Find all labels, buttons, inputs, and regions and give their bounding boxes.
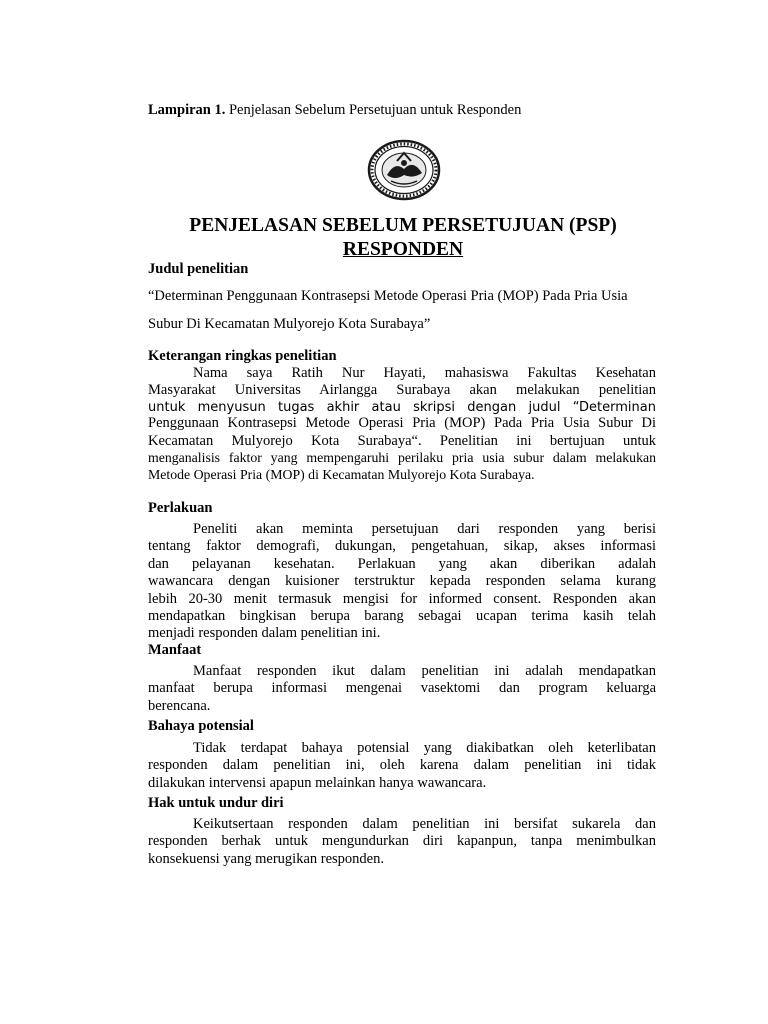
- manfaat-paragraph: [148, 662, 656, 715]
- paragraph-line: menjadi responden dalam penelitian ini.: [148, 625, 381, 642]
- university-seal-icon: [367, 139, 441, 201]
- judul-line: Subur Di Kecamatan Mulyorejo Kota Surabaya”: [148, 316, 431, 332]
- appendix-label-text: Penjelasan Sebelum Persetujuan untuk Responden: [225, 102, 522, 118]
- hak-paragraph: [148, 815, 656, 868]
- title-line-1: PENJELASAN SEBELUM PERSETUJUAN (PSP): [189, 215, 617, 236]
- paragraph-line: wawancara dengan kuisioner terstruktur kepada responden selama kurang: [148, 573, 656, 590]
- paragraph-line: Manfaat responden ikut dalam penelitian ini adalah mendapatkan: [193, 663, 656, 679]
- paragraph-line: Kecamatan Mulyorejo Kota Surabaya“. Penelitian ini bertujuan untuk: [148, 432, 656, 449]
- paragraph-line: untuk menyusun tugas akhir atau skripsi dengan judul “Determinan: [148, 399, 656, 415]
- appendix-label-bold: Lampiran 1.: [148, 102, 226, 118]
- perlakuan-heading: Perlakuan: [148, 500, 213, 516]
- keterangan-heading: Keterangan ringkas penelitian: [148, 348, 337, 364]
- paragraph-line: responden berhak untuk mengundurkan diri kapanpun, tanpa menimbulkan: [148, 833, 656, 850]
- bahaya-paragraph: [148, 739, 656, 792]
- paragraph-line: konsekuensi yang merugikan responden.: [148, 850, 384, 867]
- paragraph-line: dilakukan intervensi apapun melainkan hanya wawancara.: [148, 774, 487, 791]
- paragraph-line: Peneliti akan meminta persetujuan dari responden yang berisi: [193, 521, 656, 537]
- paragraph-line: mendapatkan bingkisan berupa barang sebagai ucapan terima kasih telah: [148, 607, 656, 624]
- hak-heading: Hak untuk undur diri: [148, 795, 284, 811]
- perlakuan-paragraph: [148, 520, 656, 643]
- paragraph-line: Metode Operasi Pria (MOP) di Kecamatan Mulyorejo Kota Surabaya.: [148, 466, 535, 482]
- title-line-2: RESPONDEN: [342, 239, 464, 260]
- judul-heading: Judul penelitian: [148, 261, 249, 277]
- paragraph-line: menganalisis faktor yang mempengaruhi perilaku pria usia subur dalam melakukan: [148, 450, 656, 466]
- paragraph-line: Keikutsertaan responden dalam penelitian ini bersifat sukarela dan: [193, 816, 656, 832]
- paragraph-line: Tidak terdapat bahaya potensial yang diakibatkan oleh keterlibatan: [193, 740, 656, 756]
- paragraph-line: Masyarakat Universitas Airlangga Surabaya akan melakukan penelitian: [148, 382, 656, 399]
- paragraph-line: Penggunaan Kontrasepsi Metode Operasi Pria (MOP) Pada Pria Usia Subur Di: [148, 415, 656, 432]
- document-title: [148, 214, 658, 262]
- paragraph-line: berencana.: [148, 697, 211, 714]
- paragraph-line: Nama saya Ratih Nur Hayati, mahasiswa Fakultas Kesehatan: [193, 365, 656, 381]
- paragraph-line: dan pelayanan kesehatan. Perlakuan yang akan diberikan adalah: [148, 555, 656, 572]
- appendix-label: [148, 102, 521, 119]
- paragraph-line: lebih 20-30 menit termasuk mengisi for informed consent. Responden akan: [148, 590, 656, 607]
- judul-text: [148, 288, 660, 333]
- paragraph-line: manfaat berupa informasi mengenai vasektomi dan program keluarga: [148, 680, 656, 697]
- manfaat-heading: Manfaat: [148, 642, 202, 658]
- paragraph-line: responden dalam penelitian ini, oleh karena dalam penelitian ini tidak: [148, 757, 656, 774]
- bahaya-heading: Bahaya potensial: [148, 718, 254, 734]
- paragraph-line: tentang faktor demografi, dukungan, pengetahuan, sikap, akses informasi: [148, 538, 656, 555]
- keterangan-paragraph: [148, 364, 656, 484]
- judul-line: “Determinan Penggunaan Kontrasepsi Metode Operasi Pria (MOP) Pada Pria Usia: [148, 288, 628, 304]
